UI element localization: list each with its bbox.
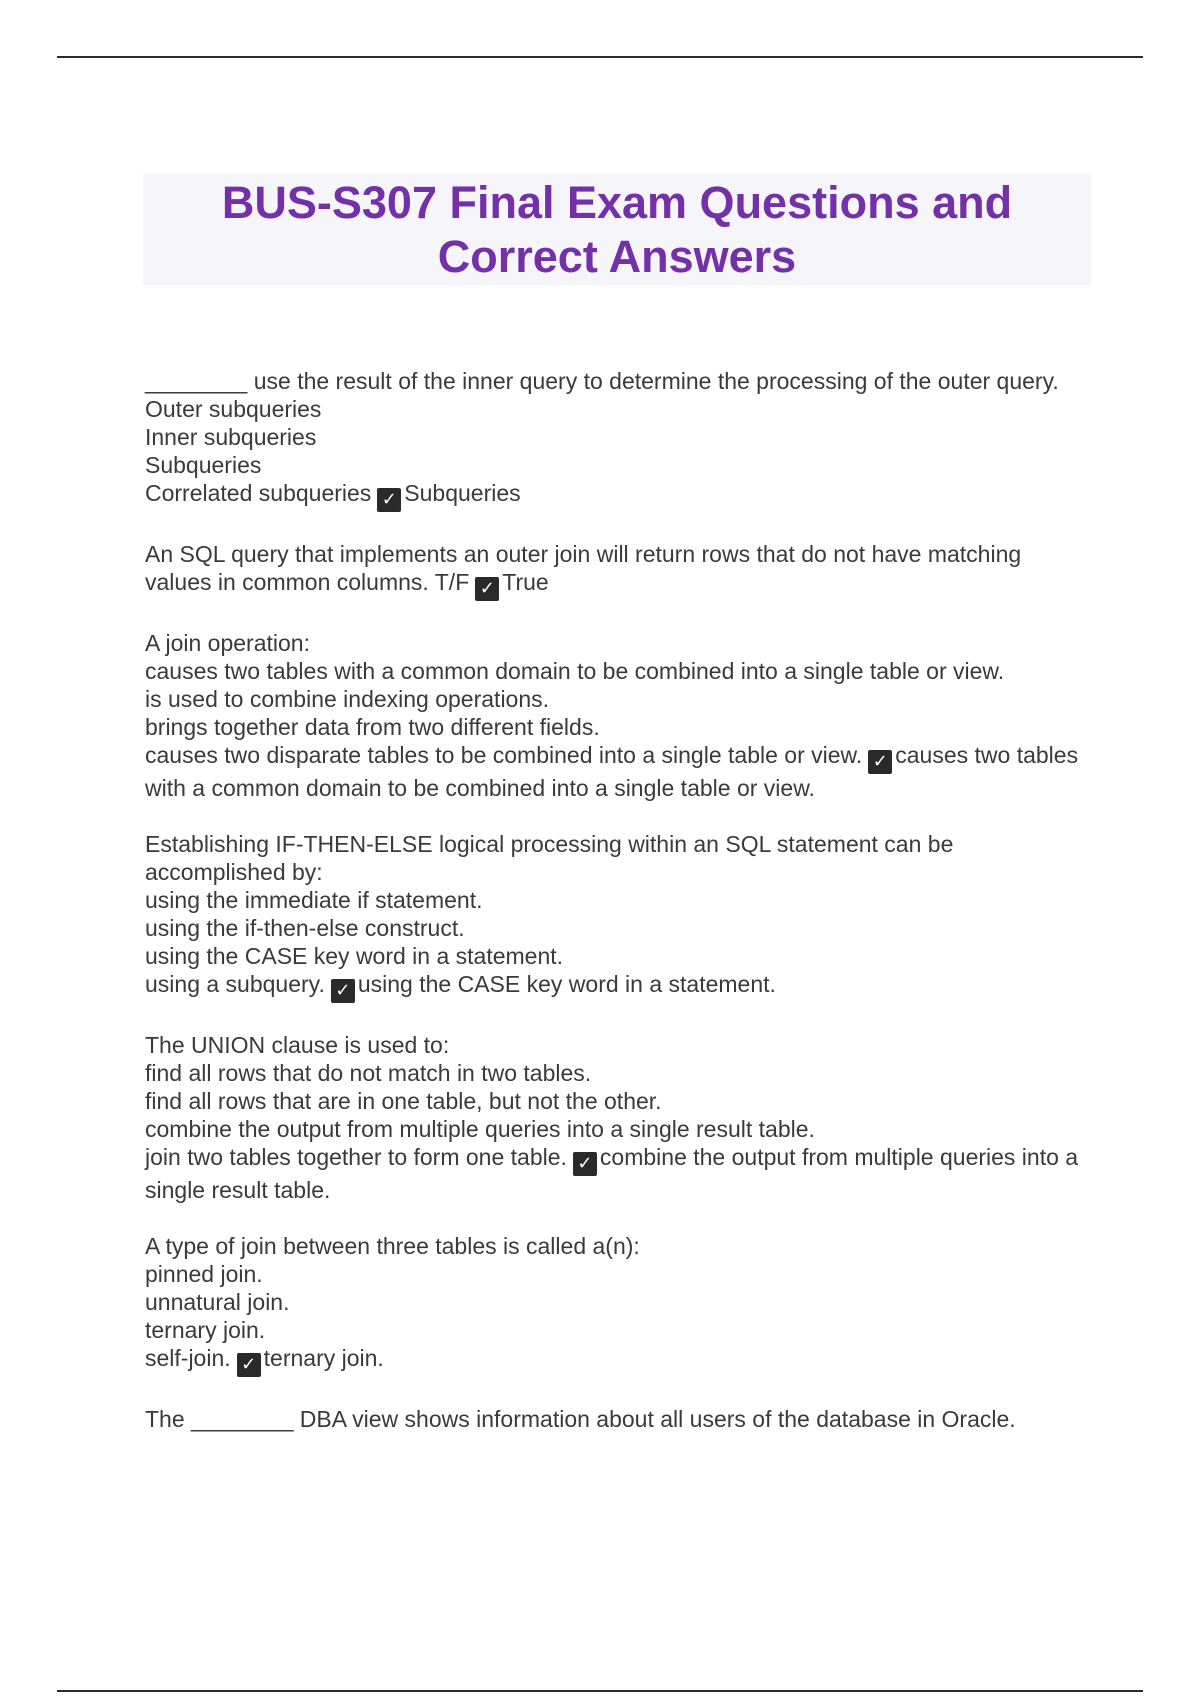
- option: find all rows that are in one table, but not the other.: [145, 1088, 662, 1114]
- top-rule: [57, 56, 1143, 58]
- question-block: [145, 367, 1085, 512]
- option: using a subquery.: [145, 971, 325, 997]
- option: using the CASE key word in a statement.: [145, 943, 564, 969]
- option: Inner subqueries: [145, 424, 317, 450]
- question-text: Establishing IF-THEN-ELSE logical processing within an SQL statement can be accomplished by:: [145, 831, 954, 885]
- answer-line: [145, 1143, 1085, 1204]
- title-banner: [143, 174, 1091, 285]
- check-mark-icon: ✓: [237, 1353, 261, 1377]
- question-list: [145, 367, 1085, 1461]
- correct-answer: causes two tables with a common domain to be combined into a single table or view.: [145, 742, 1079, 801]
- check-mark-icon: ✓: [475, 577, 499, 601]
- answer-line: [145, 970, 1085, 1003]
- question-text: The ________ DBA view shows information about all users of the database in Oracle.: [145, 1406, 1016, 1432]
- option: causes two disparate tables to be combined into a single table or view.: [145, 742, 863, 768]
- option: using the if-then-else construct.: [145, 915, 465, 941]
- question-block: [145, 1232, 1085, 1377]
- check-mark-icon: ✓: [331, 979, 355, 1003]
- question-text: A join operation:: [145, 630, 310, 656]
- question-text: ________ use the result of the inner query to determine the processing of the outer query.: [145, 368, 1059, 394]
- option: pinned join.: [145, 1261, 263, 1287]
- check-mark-icon: ✓: [573, 1152, 597, 1176]
- correct-answer: using the CASE key word in a statement.: [357, 971, 776, 997]
- question-block: [145, 1405, 1085, 1433]
- option: Correlated subqueries: [145, 480, 372, 506]
- answer-line: [145, 540, 1085, 601]
- bottom-rule: [57, 1690, 1143, 1692]
- question-block: [145, 540, 1085, 601]
- question-text: An SQL query that implements an outer join will return rows that do not have matching values in common columns. T/F: [145, 541, 1022, 595]
- answer-line: [145, 479, 1085, 512]
- question-block: [145, 629, 1085, 802]
- answer-line: [145, 1344, 1085, 1377]
- option: find all rows that do not match in two tables.: [145, 1060, 592, 1086]
- answer-line: [145, 741, 1085, 802]
- correct-answer: combine the output from multiple queries into a single result table.: [145, 1144, 1079, 1203]
- question-block: [145, 1031, 1085, 1204]
- document-title: [222, 176, 1012, 284]
- option: Outer subqueries: [145, 396, 322, 422]
- title-line-2: Correct Answers: [437, 230, 797, 282]
- option: is used to combine indexing operations.: [145, 686, 550, 712]
- question-block: [145, 830, 1085, 1003]
- option: join two tables together to form one table.: [145, 1144, 567, 1170]
- title-line-1: BUS-S307 Final Exam Questions and: [221, 176, 1013, 228]
- option: combine the output from multiple queries into a single result table.: [145, 1116, 815, 1142]
- option: unnatural join.: [145, 1289, 290, 1315]
- option: using the immediate if statement.: [145, 887, 483, 913]
- option: Subqueries: [145, 452, 262, 478]
- option: causes two tables with a common domain to be combined into a single table or view.: [145, 658, 1005, 684]
- option: brings together data from two different fields.: [145, 714, 600, 740]
- check-mark-icon: ✓: [868, 750, 892, 774]
- question-text: A type of join between three tables is called a(n):: [145, 1233, 640, 1259]
- correct-answer: True: [502, 569, 549, 595]
- check-mark-icon: ✓: [377, 488, 401, 512]
- correct-answer: ternary join.: [263, 1345, 384, 1371]
- option: ternary join.: [145, 1317, 266, 1343]
- question-text: The UNION clause is used to:: [145, 1032, 450, 1058]
- correct-answer: Subqueries: [404, 480, 521, 506]
- option: self-join.: [145, 1345, 231, 1371]
